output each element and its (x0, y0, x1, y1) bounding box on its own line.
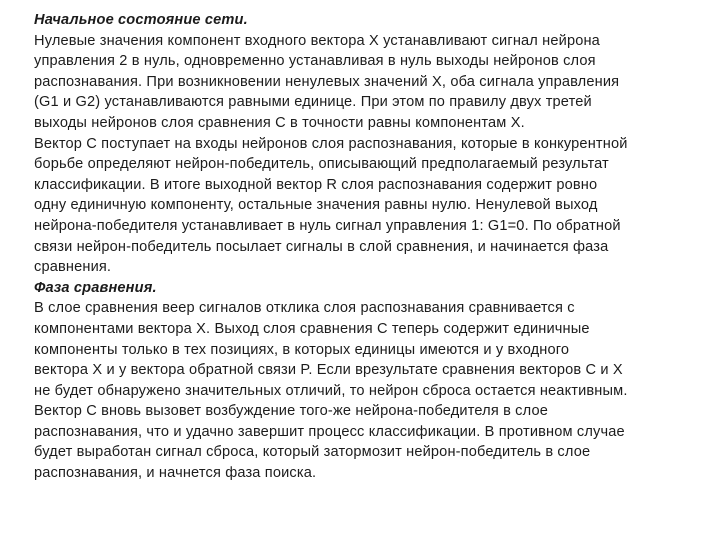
text-line: распознавания, и начнется фаза поиска. (34, 465, 317, 482)
text-line: управления 2 в нуль, одновременно устанавливая в нуль выходы нейронов слоя (34, 53, 596, 70)
section-heading-initial-state: Начальное состояние сети. (34, 12, 248, 28)
text-line: распознавания. При возникновении ненулевых значений X, оба сигнала управления (34, 73, 620, 90)
text-line: компоненты только в тех позициях, в которых единицы имеются и у входного (34, 341, 570, 358)
text-line: нейрона-победителя устанавливает в нуль сигнал управления 1: G1=0. По обратной (34, 217, 621, 234)
document-body (34, 10, 690, 484)
text-line: связи нейрон-победитель посылает сигналы в слой сравнения, и начинается фаза (34, 238, 609, 255)
text-line: Вектор C поступает на входы нейронов слоя распознавания, которые в конкурентной (34, 135, 628, 152)
text-line: компонентами вектора X. Выход слоя сравнения C теперь содержит единичные (34, 320, 590, 337)
text-line: классификации. В итоге выходной вектор R слоя распознавания содержит ровно (34, 176, 598, 193)
text-line: вектора X и у вектора обратной связи P. Если врезультате сравнения векторов C и X (34, 362, 623, 379)
text-line: (G1 и G2) устанавливаются равными единице. При этом по правилу двух третей (34, 94, 592, 111)
text-line: борьбе определяют нейрон-победитель, описывающий предполагаемый результат (34, 156, 609, 173)
text-line: Вектор C вновь вызовет возбуждение того-же нейрона-победителя в слое (34, 403, 548, 420)
text-line: В слое сравнения веер сигналов отклика слоя распознавания сравнивается с (34, 300, 575, 317)
text-line: выходы нейронов слоя сравнения C в точности равны компонентам X. (34, 114, 525, 131)
text-line: распознавания, что и удачно завершит процесс классификации. В противном случае (34, 423, 625, 440)
text-line: не будет обнаружено значительных отличий, то нейрон сброса остается неактивным. (34, 382, 628, 399)
section-heading-comparison-phase: Фаза сравнения. (34, 279, 157, 296)
text-line: Нулевые значения компонент входного вектора X устанавливают сигнал нейрона (34, 32, 600, 49)
text-line: одну единичную компоненту, остальные значения равны нулю. Ненулевой выход (34, 197, 598, 214)
text-line: будет выработан сигнал сброса, который затормозит нейрон-победитель в слое (34, 444, 591, 461)
text-line: сравнения. (34, 259, 112, 276)
